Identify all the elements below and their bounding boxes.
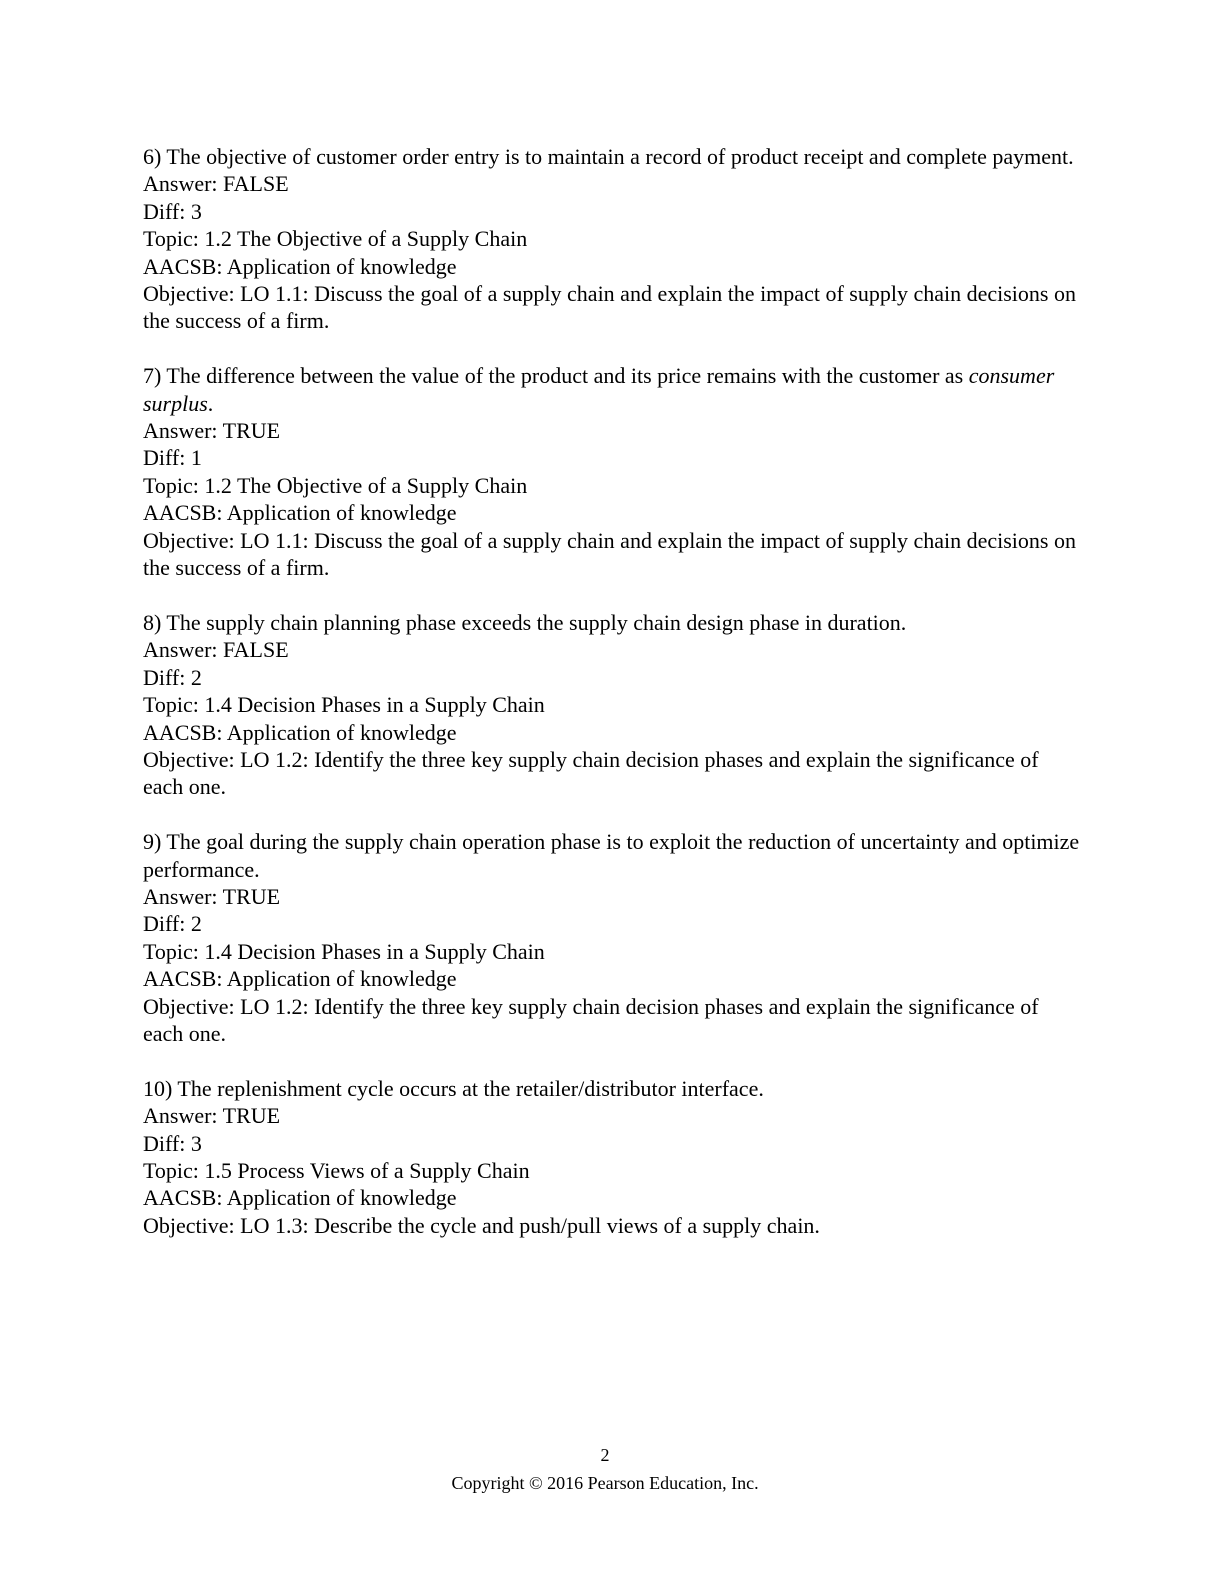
topic-line: Topic: 1.2 The Objective of a Supply Chain bbox=[143, 472, 528, 498]
question-text-main: 9) The goal during the supply chain operation phase is to exploit the reduction of uncertainty and optimize performance. bbox=[143, 829, 1080, 882]
aacsb-line: AACSB: Application of knowledge bbox=[143, 500, 457, 526]
aacsb-line: AACSB: Application of knowledge bbox=[143, 253, 457, 279]
copyright-notice: Copyright © 2016 Pearson Education, Inc. bbox=[451, 1473, 759, 1493]
difficulty-line: Diff: 2 bbox=[143, 911, 202, 937]
question-text bbox=[143, 609, 1083, 636]
question-text-main: 10) The replenishment cycle occurs at the retailer/distributor interface. bbox=[143, 1075, 764, 1101]
aacsb-line: AACSB: Application of knowledge bbox=[143, 966, 457, 992]
objective-line: Objective: LO 1.2: Identify the three key supply chain decision phases and explain the significance of each one. bbox=[143, 746, 1039, 800]
question-text-main: 7) The difference between the value of the product and its price remains with the customer as bbox=[143, 363, 969, 389]
topic-line: Topic: 1.2 The Objective of a Supply Chain bbox=[143, 226, 528, 252]
aacsb-line: AACSB: Application of knowledge bbox=[143, 1185, 457, 1211]
document-body bbox=[143, 143, 1083, 1267]
answer-line: Answer: TRUE bbox=[143, 883, 281, 909]
aacsb-line: AACSB: Application of knowledge bbox=[143, 719, 457, 745]
question-text-main: 6) The objective of customer order entry is to maintain a record of product receipt and complete payment. bbox=[143, 144, 1074, 169]
question-text bbox=[143, 143, 1083, 170]
question-text-italic: consumer surplus bbox=[143, 363, 1055, 416]
question-text bbox=[143, 828, 1083, 883]
objective-line: Objective: LO 1.3: Describe the cycle and push/pull views of a supply chain. bbox=[143, 1212, 820, 1238]
topic-line: Topic: 1.5 Process Views of a Supply Chain bbox=[143, 1157, 530, 1183]
answer-line: Answer: TRUE bbox=[143, 1103, 281, 1129]
question-block-9 bbox=[143, 828, 1083, 1047]
answer-line: Answer: FALSE bbox=[143, 637, 289, 663]
topic-line: Topic: 1.4 Decision Phases in a Supply Chain bbox=[143, 938, 545, 964]
difficulty-line: Diff: 3 bbox=[143, 1130, 202, 1156]
objective-line: Objective: LO 1.2: Identify the three key supply chain decision phases and explain the significance of each one. bbox=[143, 993, 1039, 1046]
question-text bbox=[143, 362, 1083, 417]
objective-line: Objective: LO 1.1: Discuss the goal of a supply chain and explain the impact of supply chain decisions on the success of a firm. bbox=[143, 281, 1076, 334]
topic-line: Topic: 1.4 Decision Phases in a Supply Chain bbox=[143, 692, 545, 718]
difficulty-line: Diff: 2 bbox=[143, 664, 202, 690]
question-block-8 bbox=[143, 609, 1083, 801]
answer-line: Answer: TRUE bbox=[143, 418, 281, 444]
answer-line: Answer: FALSE bbox=[143, 171, 289, 197]
question-text-end: . bbox=[207, 390, 214, 416]
question-text-main: 8) The supply chain planning phase exceeds the supply chain design phase in duration. bbox=[143, 609, 907, 635]
question-block-6 bbox=[143, 143, 1083, 335]
question-block-10 bbox=[143, 1075, 1083, 1239]
objective-line: Objective: LO 1.1: Discuss the goal of a supply chain and explain the impact of supply chain decisions on the success of a firm. bbox=[143, 527, 1076, 581]
difficulty-line: Diff: 3 bbox=[143, 198, 202, 224]
question-text bbox=[143, 1075, 1083, 1102]
page-number: 2 bbox=[600, 1445, 610, 1465]
difficulty-line: Diff: 1 bbox=[143, 445, 202, 471]
question-block-7 bbox=[143, 362, 1083, 581]
